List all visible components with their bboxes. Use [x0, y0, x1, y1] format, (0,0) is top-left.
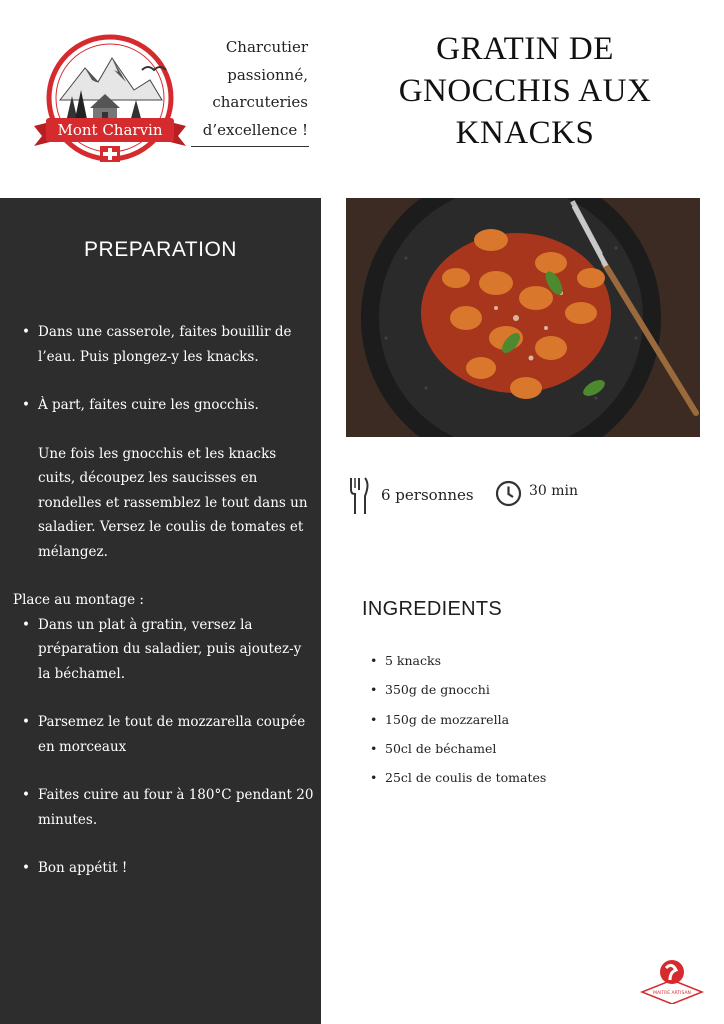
list-item: • 350g de gnocchi: [370, 682, 490, 698]
step-item: • Faites cuire au four à 180°C pendant 20 minutes.: [22, 787, 314, 828]
step-item: • Bon appétit !: [22, 860, 128, 876]
tagline-line-1: Charcutier: [225, 38, 308, 56]
step-item: • À part, faites cuire les gnocchis.: [22, 397, 259, 413]
ingredients-heading: INGREDIENTS: [362, 598, 502, 620]
tagline-divider: [191, 146, 309, 147]
step-item: • Dans un plat à gratin, versez la préparation du saladier, puis ajoutez-y la béchamel.: [22, 616, 302, 682]
assembly-label: Place au montage :: [13, 592, 144, 608]
clock-icon: [495, 480, 522, 511]
title-line-1: GRATIN DE: [436, 31, 614, 67]
servings-text: 6 personnes: [381, 486, 474, 504]
fork-knife-icon: [349, 476, 371, 520]
tagline-line-4: d’excellence !: [202, 120, 308, 139]
dish-photo: [346, 198, 700, 437]
list-item: • 5 knacks: [370, 653, 441, 668]
title-line-3: KNACKS: [455, 115, 595, 151]
preparation-panel: [0, 198, 321, 1024]
artisan-text: MAITRE ARTISAN: [653, 991, 691, 996]
step-note: Une fois les gnocchis et les knacks cuits, découpez les saucisses en rondelles et rassemblez le tout dans un saladier. Versez le coulis de tomates et mélangez.: [38, 445, 308, 560]
step-item: • Dans une casserole, faites bouillir de l’eau. Puis plongez-y les knacks.: [22, 324, 292, 365]
brand-logo: [30, 30, 190, 170]
list-item: • 150g de mozzarella: [370, 711, 510, 727]
brand-name: Mont Charvin: [57, 121, 163, 139]
list-item: • 50cl de béchamel: [370, 740, 497, 756]
preparation-steps: [13, 320, 315, 881]
list-item: • 25cl de coulis de tomates: [370, 770, 547, 786]
time-text: 30 min: [529, 483, 579, 499]
artisan-logo: [640, 958, 704, 1004]
tagline-line-3: charcuteries: [212, 93, 308, 111]
ingredients-list: [370, 653, 546, 799]
preparation-heading: PREPARATION: [84, 238, 237, 261]
step-item: • Parsemez le tout de mozzarella coupée en morceaux: [22, 714, 306, 755]
brand-tagline: [190, 34, 308, 144]
recipe-title: [330, 28, 720, 154]
tagline-line-2: passionné,: [227, 65, 308, 84]
title-line-2: GNOCCHIS AUX: [398, 73, 652, 109]
